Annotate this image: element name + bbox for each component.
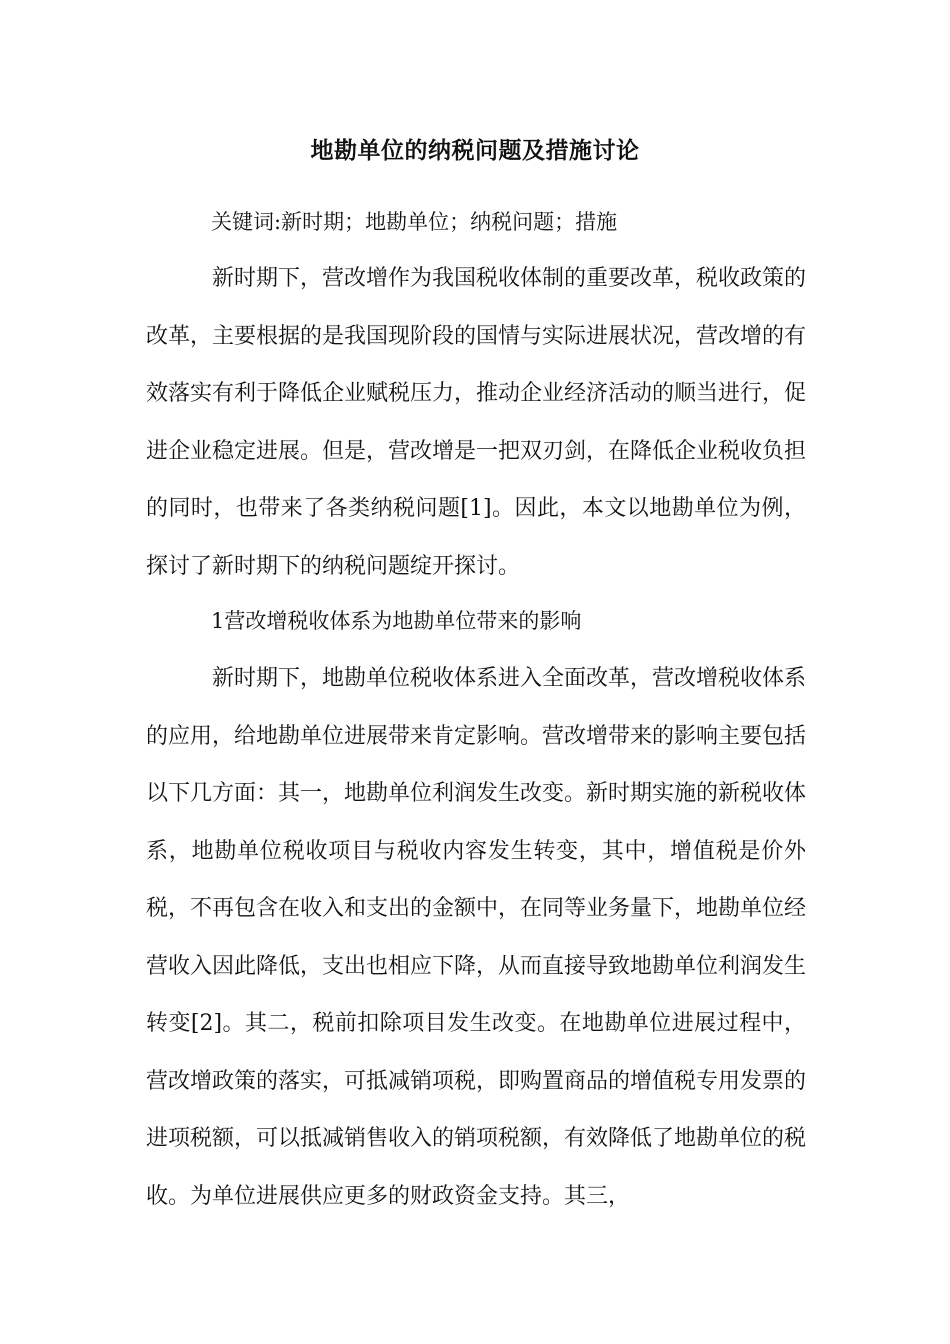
section-heading-1: 1营改增税收体系为地勘单位带来的影响 (211, 609, 582, 633)
document-title: 地勘单位的纳税问题及措施讨论 (310, 137, 640, 164)
keywords-line: 关键词:新时期；地勘单位；纳税问题；措施 (211, 210, 618, 234)
body-paragraph-1: 新时期下，营改增作为我国税收体制的重要改革，税收政策的改革，主要根据的是我国现阶段的国情与实际进展状况，营改增的有效落实有利于降低企业赋税压力，推动企业经济活动的顺当进行，促进企业稳定进展。但是，营改增是一把双刃剑，在降低企业税收负担的同时，也带来了各类纳税问题[1]。因此，本文以地勘单位为例，探讨了新时期下的纳税问题绽开探讨。 (146, 266, 807, 579)
body-paragraph-2: 新时期下，地勘单位税收体系进入全面改革，营改增税收体系的应用，给地勘单位进展带来肯定影响。营改增带来的影响主要包括以下几方面：其一，地勘单位利润发生改变。新时期实施的新税收体系，地勘单位税收项目与税收内容发生转变，其中，增值税是价外税，不再包含在收入和支出的金额中，在同等业务量下，地勘单位经营收入因此降低，支出也相应下降，从而直接导致地勘单位利润发生转变[2]。其二，税前扣除项目发生改变。在地勘单位进展过程中，营改增政策的落实，可抵减销项税，即购置商品的增值税专用发票的进项税额，可以抵减销售收入的销项税额，有效降低了地勘单位的税收。为单位进展供应更多的财政资金支持。其三， (146, 666, 807, 1209)
